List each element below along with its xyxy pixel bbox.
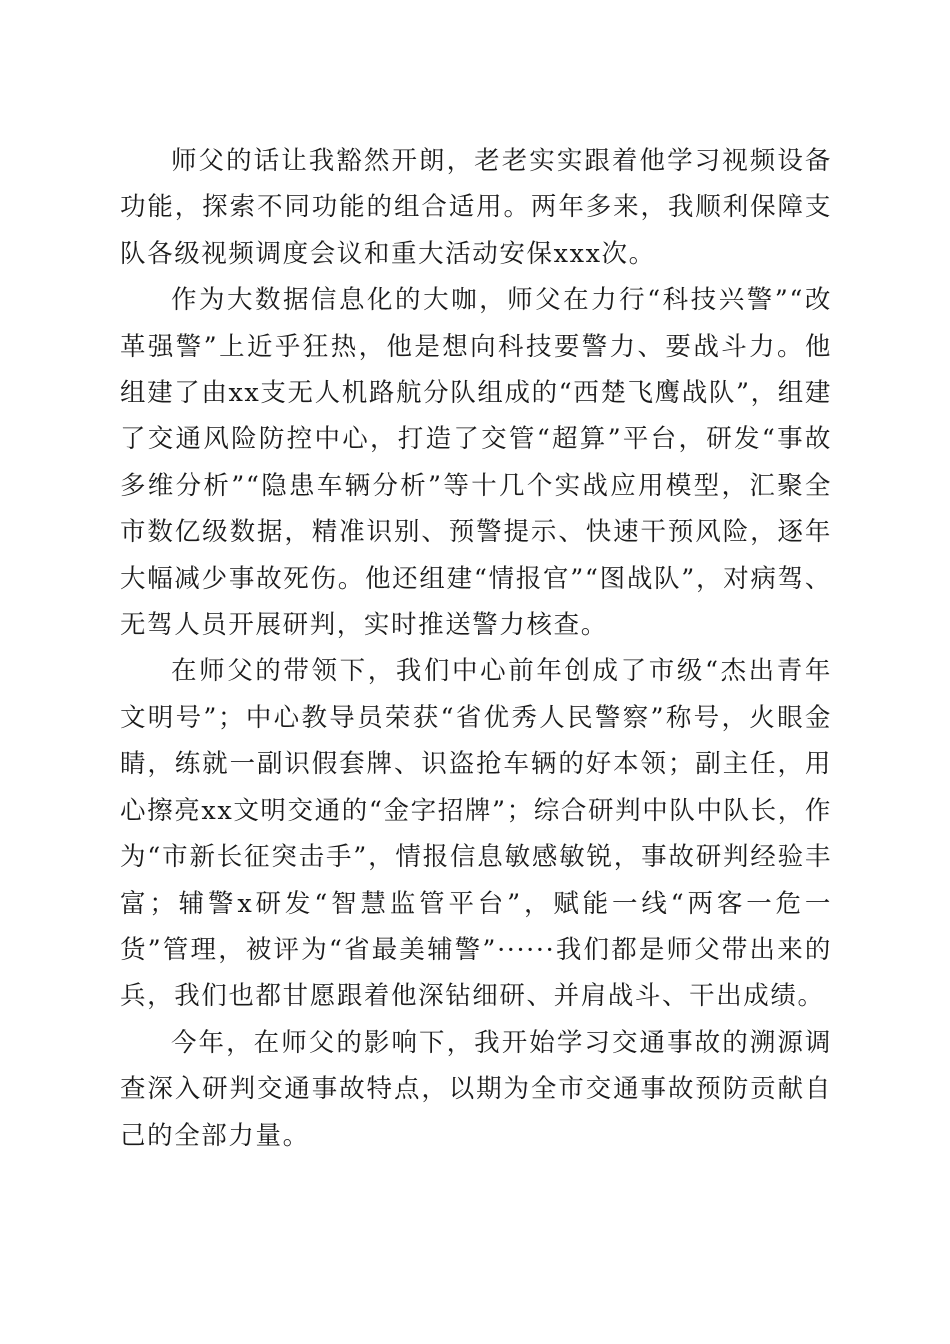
paragraph-this-year: 今年，在师父的影响下，我开始学习交通事故的溯源调查深入研判交通事故特点，以期为全市交通事故预防贡献自己的全部力量。 <box>120 1027 832 1151</box>
paragraph-apprentice-learning: 师父的话让我豁然开朗，老老实实跟着他学习视频设备功能，探索不同功能的组合适用。两年多来，我顺利保障支队各级视频调度会议和重大活动安保xxx次。 <box>120 146 832 269</box>
paragraph-tech-policing: 作为大数据信息化的大咖，师父在力行“科技兴警”“改革强警”上近乎狂热，他是想向科技要警力、要战斗力。他组建了由xx支无人机路航分队组成的“西楚飞鹰战队”，组建了交通风险防控中心，打造了交管“超算”平台，研发“事故多维分析”“隐患车辆分析”等十几个实战应用模型，汇聚全市数亿级数据，精准识别、预警提示、快速干预风险，逐年大幅减少事故死伤。他还组建“情报官”“图战队”，对病驾、无驾人员开展研判，实时推送警力核查。 <box>120 285 832 641</box>
paragraph-team-achievements: 在师父的带领下，我们中心前年创成了市级“杰出青年文明号”；中心教导员荣获“省优秀人民警察”称号，火眼金睛，练就一副识假套牌、识盗抢车辆的好本领；副主任，用心擦亮xx文明交通的“金字招牌”；综合研判中队中队长，作为“市新长征突击手”，情报信息敏感敏锐，事故研判经验丰富；辅警x研发“智慧监管平台”，赋能一线“两客一危一货”管理，被评为“省最美辅警”······我们都是师父带出来的兵，我们也都甘愿跟着他深钻细研、并肩战斗、干出成绩。 <box>120 656 832 1012</box>
document-body <box>120 138 832 1159</box>
